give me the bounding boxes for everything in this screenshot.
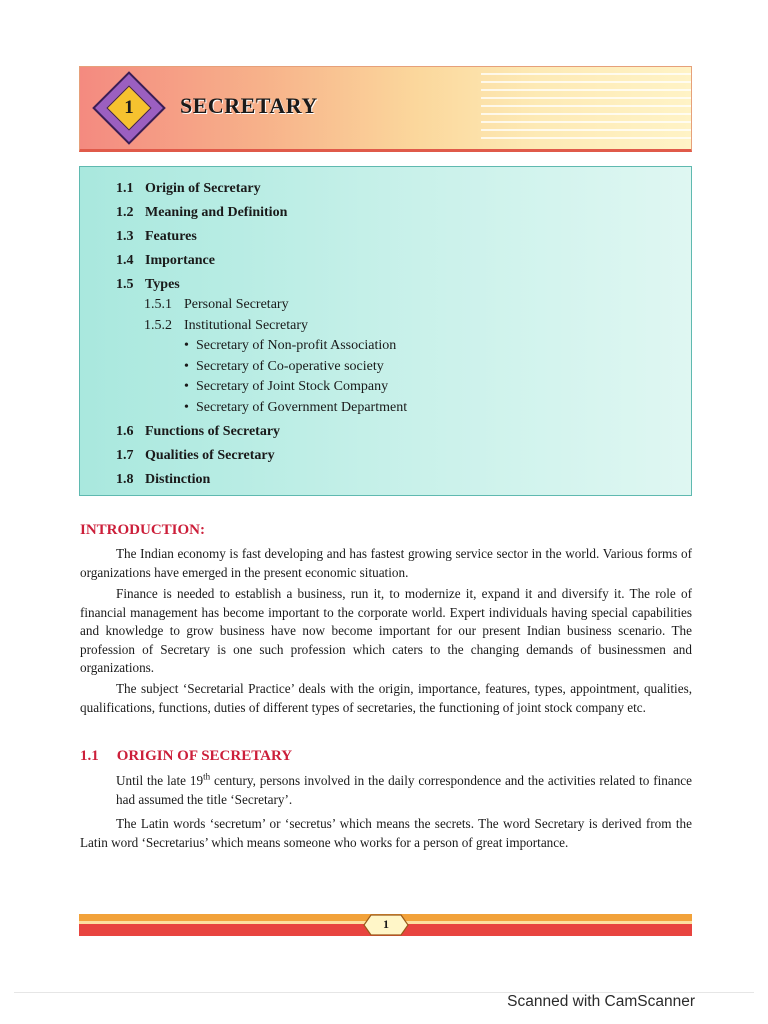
introduction-heading: INTRODUCTION: <box>80 522 206 538</box>
chapter-header-banner <box>79 66 692 152</box>
chapter-title: SECRETARY <box>180 93 318 118</box>
toc-item <box>184 359 384 375</box>
toc-item <box>116 181 261 197</box>
toc-item-label: Features <box>145 229 197 244</box>
toc-item-label: Institutional Secretary <box>184 318 309 333</box>
toc-item-number: 1.5 <box>116 277 134 292</box>
origin-paragraph-2: The Latin words ‘secretum’ or ‘secretus’ which means the secrets. The word Secretary is derived from the Latin word ‘Secretarius’ which means someone who works for a person of great importance. <box>80 816 692 850</box>
toc-item-label: Types <box>145 277 180 292</box>
origin-p1-sup: th <box>203 771 211 782</box>
origin-p1-end: century, persons involved in the daily correspondence and the activities related to finance had assumed the title ‘Secretary’. <box>116 773 692 807</box>
toc-item <box>184 400 407 416</box>
bullet-icon: • <box>184 338 189 353</box>
intro-paragraph-3: The subject ‘Secretarial Practice’ deals with the origin, importance, features, types, appointment, qualities, qualifications, functions, duties of different types of secretaries, the functioning of joint stock company etc. <box>80 681 692 715</box>
toc-item <box>116 229 197 245</box>
section-heading-origin <box>80 748 292 765</box>
chapter-number: 1 <box>124 97 134 118</box>
toc-item <box>116 472 210 488</box>
toc-item <box>184 379 388 395</box>
intro-paragraph-1: The Indian economy is fast developing and has fastest growing service sector in the world. Various forms of organizations have emerged in the present economic situation. <box>80 546 692 580</box>
toc-item <box>116 424 280 440</box>
toc-item-label: Origin of Secretary <box>145 181 261 196</box>
toc-item-number: 1.7 <box>116 448 134 463</box>
toc-item-number: 1.8 <box>116 472 134 487</box>
toc-item-number: 1.3 <box>116 229 134 244</box>
bullet-icon: • <box>184 400 189 415</box>
toc-item-label: Secretary of Joint Stock Company <box>196 379 389 394</box>
toc-item-label: Secretary of Co-operative society <box>196 359 384 374</box>
toc-item-label: Qualities of Secretary <box>145 448 275 463</box>
toc-item-number: 1.1 <box>116 181 134 196</box>
toc-item-label: Personal Secretary <box>184 297 289 312</box>
toc-item <box>184 338 396 354</box>
origin-paragraph-1 <box>116 772 692 809</box>
page-number-badge <box>363 914 409 936</box>
bullet-icon: • <box>184 359 189 374</box>
origin-p1-start: Until the late 19 <box>116 773 204 788</box>
toc-item-label: Functions of Secretary <box>145 424 281 439</box>
toc-item <box>116 448 275 464</box>
toc-item-number: 1.2 <box>116 205 134 220</box>
table-of-contents <box>79 166 692 496</box>
toc-item <box>116 277 180 293</box>
toc-item-label: Secretary of Government Department <box>196 400 408 415</box>
toc-item <box>144 297 289 313</box>
toc-item-label: Meaning and Definition <box>145 205 288 220</box>
toc-item-number: 1.4 <box>116 253 134 268</box>
toc-item <box>144 318 308 334</box>
toc-item-label: Importance <box>145 253 215 268</box>
toc-item-number: 1.6 <box>116 424 134 439</box>
section-number: 1.1 <box>80 748 99 764</box>
section-title: ORIGIN OF SECRETARY <box>116 748 293 764</box>
toc-item <box>116 205 287 221</box>
bullet-icon: • <box>184 379 189 394</box>
toc-item-number: 1.5.2 <box>144 318 172 333</box>
scanner-watermark: Scanned with CamScanner <box>507 993 695 1010</box>
decorative-stripes <box>481 73 691 143</box>
toc-item-label: Secretary of Non-profit Association <box>196 338 397 353</box>
toc-item <box>116 253 215 269</box>
toc-item-label: Distinction <box>145 472 211 487</box>
page-number: 1 <box>383 917 389 931</box>
toc-item-number: 1.5.1 <box>144 297 172 312</box>
intro-paragraph-2: Finance is needed to establish a business, run it, to modernize it, expand it and diversify it. The role of financial management has become important to the corporate world. Expert individuals having special capabilities and knowledge to grow business have now become important for our present Indian business scenario. The profession of Secretary is one such profession which caters to the changing demands of businessmen and organizations. <box>80 586 692 675</box>
chapter-number-badge <box>94 73 164 143</box>
page-footer-bar <box>79 914 692 936</box>
